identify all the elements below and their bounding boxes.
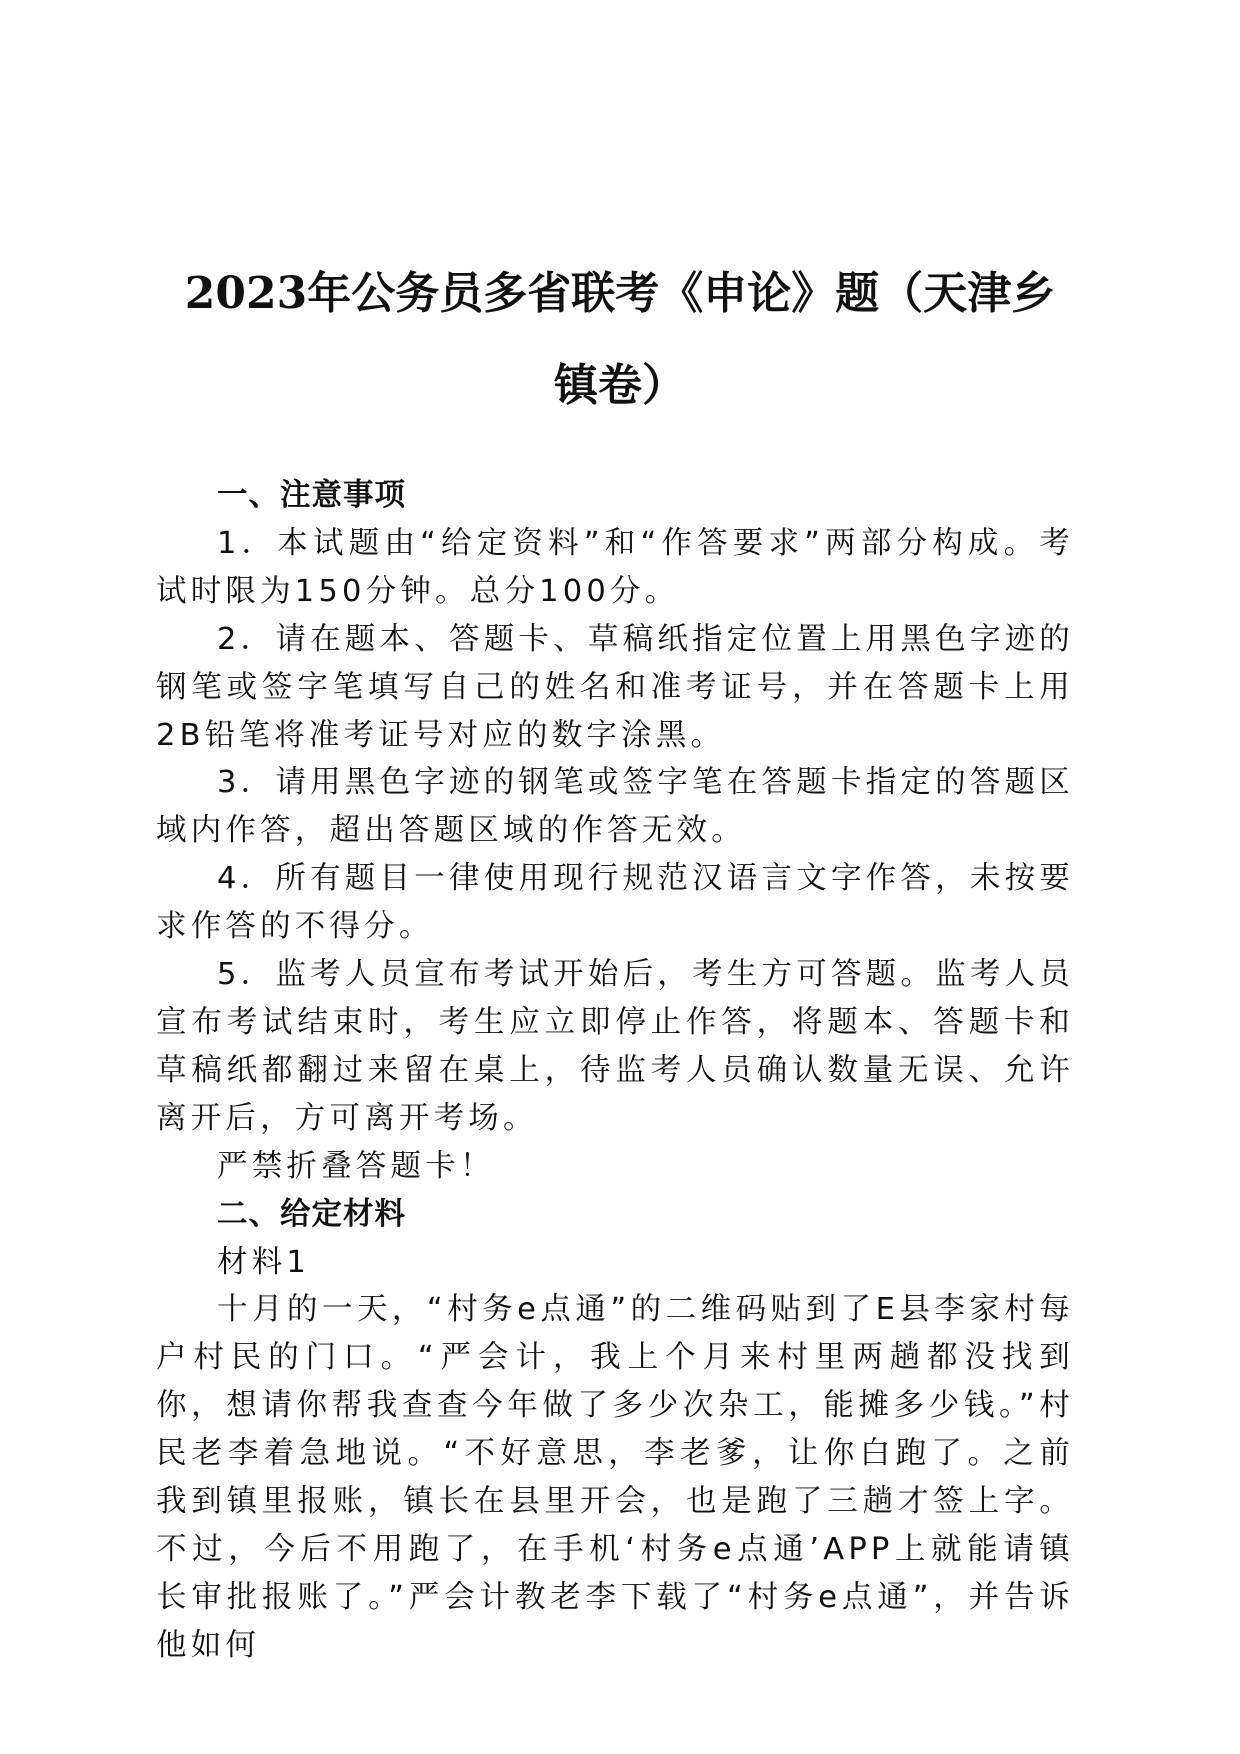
document-title-line-2: 镇卷） bbox=[554, 360, 686, 411]
material-label: 材料1 bbox=[217, 1244, 311, 1280]
notice-item: 1．本试题由“给定资料”和“作答要求”两部分构成。考试时限为150分钟。总分100分。 bbox=[156, 525, 1074, 609]
document-title-line-1: 2023年公务员多省联考《申论》题（天津乡 bbox=[184, 268, 1056, 319]
notice-item: 3．请用黑色字迹的钢笔或签字笔在答题卡指定的答题区域内作答，超出答题区域的作答无效。 bbox=[156, 765, 1074, 849]
section-heading-notes: 一、注意事项 bbox=[217, 478, 406, 513]
notice-item: 5．监考人员宣布考试开始后，考生方可答题。监考人员宣布考试结束时，考生应立即停止作答，将题本、答题卡和草稿纸都翻过来留在桌上，待监考人员确认数量无误、允许离开后，方可离开考场。 bbox=[156, 957, 1074, 1136]
notice-item: 2．请在题本、答题卡、草稿纸指定位置上用黑色字迹的钢笔或签字笔填写自己的姓名和准考证号，并在答题卡上用2B铅笔将准考证号对应的数字涂黑。 bbox=[156, 621, 1074, 753]
notice-item: 4．所有题目一律使用现行规范汉语言文字作答，未按要求作答的不得分。 bbox=[156, 861, 1074, 945]
document-title bbox=[150, 248, 1090, 432]
section-heading-materials: 二、给定材料 bbox=[217, 1196, 406, 1232]
warning-text: 严禁折叠答题卡！ bbox=[217, 1148, 495, 1184]
document-body bbox=[156, 472, 1074, 1670]
material-paragraph: 十月的一天，“村务e点通”的二维码贴到了E县李家村每户村民的门口。“严会计，我上个月来村里两趟都没找到你，想请你帮我查查今年做了多少次杂工，能摊多少钱。”村民老李着急地说。“不好意思，李老爹，让你白跑了。之前我到镇里报账，镇长在县里开会，也是跑了三趟才签上字。不过，今后不用跑了，在手机‘村务e点通’APP上就能请镇长审批报账了。”严会计教老李下载了“村务e点通”，并告诉他如何 bbox=[156, 1292, 1074, 1663]
